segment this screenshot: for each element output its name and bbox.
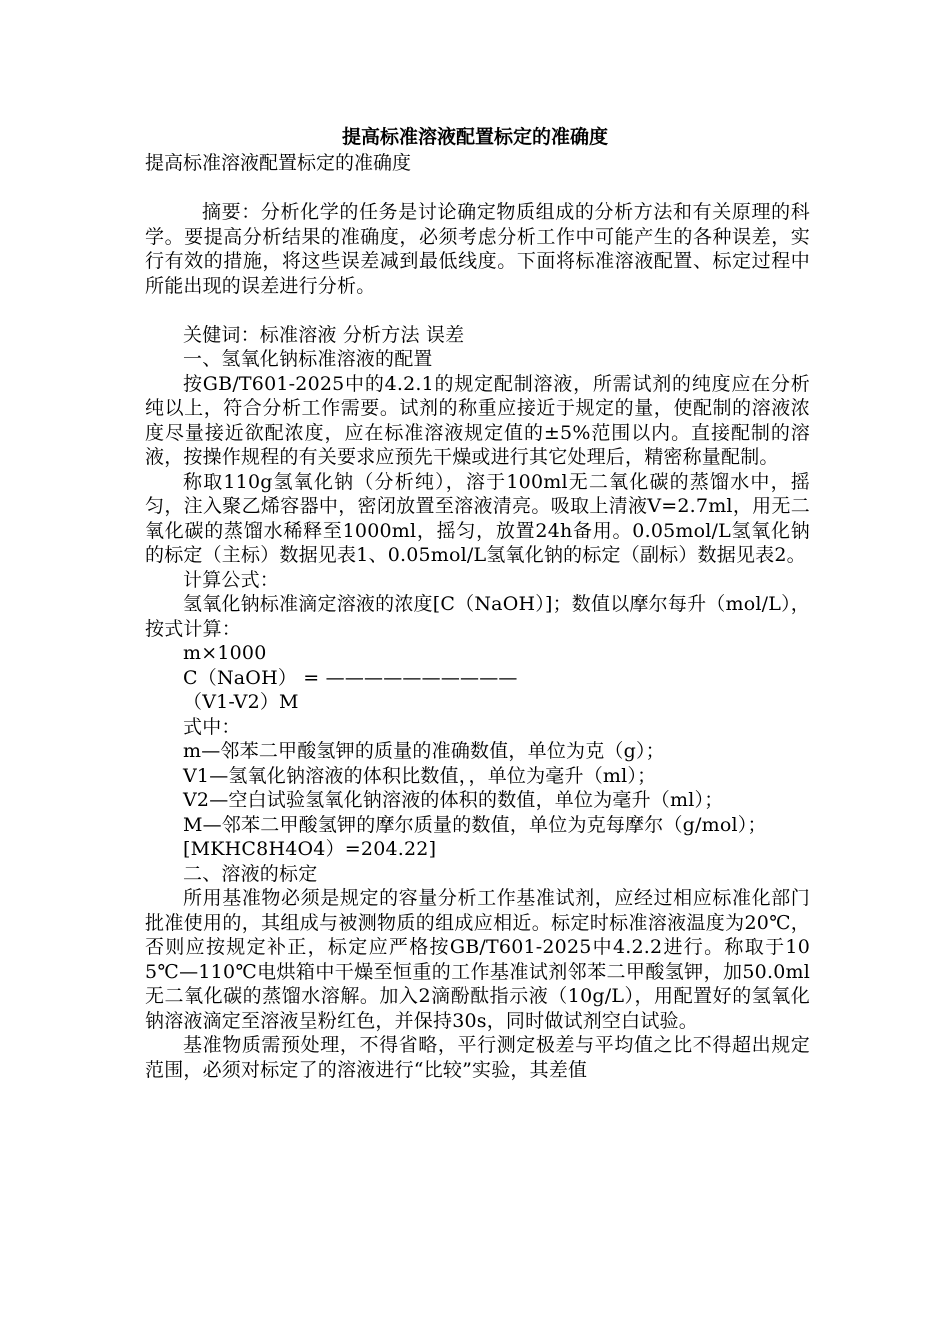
section2-paragraph-2: 基准物质需预处理，不得省略，平行测定极差与平均值之比不得超出规定范围，必须对标定了的溶液进行“比较”实验，其差值 [145,1034,810,1081]
variable-v2: V2—空白试验氢氧化钠溶液的体积的数值，单位为毫升（ml）； [183,789,724,811]
section1-paragraph-1: 按GB/T601-2025中的4.2.1的规定配制溶液，所需试剂的纯度应在分析纯以上，符合分析工作需要。试剂的称重应接近于规定的量，使配制的溶液浓度尽量接近欲配浓度，应在标准溶液规定值的±5%范围以内。直接配制的溶液，按操作规程的有关要求应预先干燥或进行其它处理后，精密称量配制。 [145,372,810,468]
keywords-line: 关健词：标准溶液 分析方法 误差 [183,323,465,346]
page-title: 提高标准溶液配置标定的准确度 [341,126,608,148]
variable-molar-mass: M—邻苯二甲酸氢钾的摩尔质量的数值，单位为克每摩尔（g/mol）； [183,813,767,836]
formula-denominator: （V1-V2）M [183,691,299,713]
variable-v1: V1—氢氧化钠溶液的体积比数值，，单位为毫升（ml）； [183,764,657,787]
section-heading-1: 一、氢氧化钠标准溶液的配置 [183,348,433,370]
section2-paragraph-1: 所用基准物必须是规定的容量分析工作基准试剂，应经过相应标准化部门批准使用的，其组成与被测物质的组成应相近。标定时标准溶液温度为20℃，否则应按规定补正，标定应严格按GB/T601-2025中4.2.2进行。称取于105℃—110℃电烘箱中干燥至恒重的工作基准试剂邻苯二甲酸氢钾，加50.0ml无二氧化碳的蒸馏水溶解。加入2滴酚酞指示液（10g/L），用配置好的氢氧化钠溶液滴定至溶液呈粉红色，并保持30s，同时做试剂空白试验。 [145,887,810,1032]
molar-mass-value: [MKHC8H4O4）=204.22] [183,838,437,860]
formula-heading: 计算公式： [183,568,280,591]
page-subtitle: 提高标准溶液配置标定的准确度 [145,152,412,174]
variable-m: m—邻苯二甲酸氢钾的质量的准确数值，单位为克（g）； [183,740,665,762]
document-body [145,200,810,1082]
formula-intro: 氢氧化钠标准滴定溶液的浓度[C（NaOH）]；数值以摩尔每升（mol/L），按式计算： [145,593,810,640]
formula-numerator: m×1000 [183,642,267,664]
abstract-paragraph: 摘要：分析化学的任务是讨论确定物质组成的分析方法和有关原理的科学。要提高分析结果的准确度，必须考虑分析工作中可能产生的各种误差，实行有效的措施，将这些误差减到最低线度。下面将标准溶液配置、标定过程中所能出现的误差进行分析。 [145,201,810,297]
formula-fraction-line: C（NaOH） = —————————— [183,666,518,689]
where-label: 式中： [183,715,241,738]
section1-paragraph-2: 称取110g氢氧化钠（分析纯），溶于100ml无二氧化碳的蒸馏水中，摇匀，注入聚乙烯容器中，密闭放置至溶液清亮。吸取上清液V=2.7ml，用无二氧化碳的蒸馏水稀释至1000ml，摇匀，放置24h备用。0.05mol/L氢氧化钠的标定（主标）数据见表1、0.05mol/L氢氧化钠的标定（副标）数据见表2。 [145,470,810,566]
section-heading-2: 二、溶液的标定 [183,862,318,885]
